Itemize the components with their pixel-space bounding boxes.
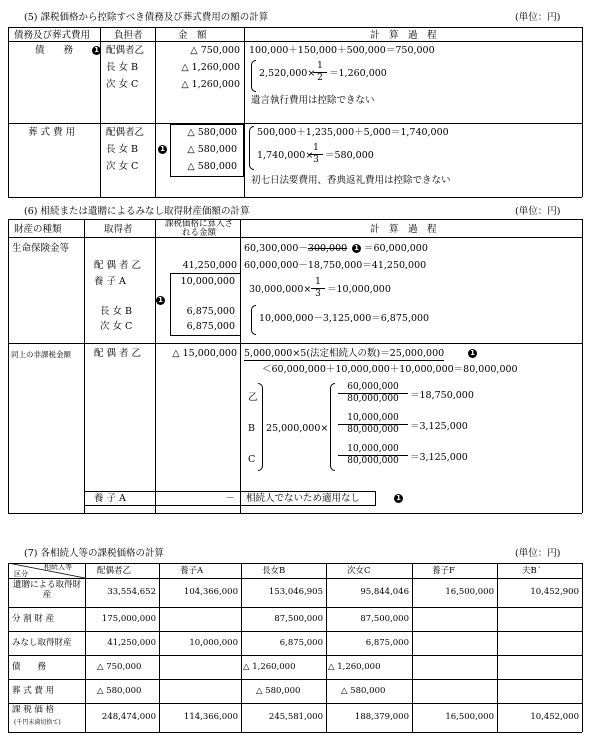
corner-bottom: 区分 (14, 570, 28, 578)
table-cell: △ 750,000 (97, 662, 142, 672)
fraction: 10,000,000 80,000,000 (338, 445, 408, 466)
debt-person: 配偶者乙 (106, 45, 145, 56)
funeral-person: 長 女 B (106, 144, 139, 155)
fraction: 60,000,000 80,000,000 (338, 383, 408, 404)
section5-title: (5) 課税価格から控除すべき債務及び葬式費用の額の計算 (24, 12, 269, 23)
table-cell: 16,500,000 (445, 587, 494, 597)
col-header-type: 財産の種類 (14, 224, 62, 235)
row-label: みなし取得財産 (12, 638, 72, 648)
table-cell: 16,500,000 (445, 712, 494, 722)
debt-amount: △ 1,260,000 (181, 62, 240, 73)
exempt-multiplier: 25,000,000× (266, 423, 329, 434)
col-header-item: 債務及び葬式費用 (14, 30, 91, 41)
col-header-calc: 計 算 過 程 (370, 224, 437, 235)
table-cell: 6,875,000 (279, 638, 323, 648)
funeral-amount: △ 580,000 (187, 161, 237, 172)
marker-icon: 1 (158, 145, 167, 154)
insurance-amount: 10,000,000 (180, 276, 235, 287)
funeral-person: 次 女 C (106, 161, 139, 172)
exempt-letter: 乙 (248, 392, 258, 403)
insurance-amount: 6,875,000 (186, 306, 235, 317)
col-header: 次女C (347, 566, 371, 576)
table-cell: 87,500,000 (274, 614, 323, 624)
bracket (249, 126, 254, 170)
insurance-person: 次 女 C (100, 321, 133, 332)
table-cell: △ 580,000 (97, 686, 142, 696)
funeral-note: 初七日法要費用、香典返礼費用は控除できない (251, 175, 451, 186)
debt-person: 次 女 C (106, 79, 139, 90)
exempt-amount: △ 15,000,000 (172, 348, 237, 359)
exempt-calc-2: ＜60,000,000＋10,000,000＋10,000,000＝80,000,000 (262, 364, 518, 375)
table-cell: 104,366,000 (183, 587, 238, 597)
col-header-calc: 計 算 過 程 (370, 30, 437, 41)
table-cell: △ 1,260,000 (243, 662, 296, 672)
funeral-person: 配偶者乙 (106, 127, 145, 138)
col-header-acquirer: 取得者 (104, 224, 133, 235)
table-cell: 114,366,000 (183, 712, 238, 722)
funeral-amount: △ 580,000 (187, 127, 237, 138)
debt-person: 長 女 B (106, 62, 139, 73)
row-label: 遺贈による取得財産 (12, 580, 81, 600)
col-header: 長女B (262, 566, 286, 576)
exempt-result: ＝18,750,000 (410, 390, 474, 401)
table-cell: △ 580,000 (341, 686, 386, 696)
table-cell: 10,452,000 (530, 712, 579, 722)
col-header-amount: 課税価格に算入される金額 (164, 219, 233, 238)
adoptee-amount: － (225, 493, 235, 504)
row-label: 課 税 価 格 (12, 705, 55, 715)
insurance-person: 養 子 A (94, 276, 126, 287)
section5-unit: (単位：円) (515, 12, 561, 23)
table-cell: △ 1,260,000 (328, 662, 381, 672)
adoptee-person: 養 子 A (94, 493, 126, 504)
insurance-calc-4: 10,000,000－3,125,000＝6,875,000 (259, 313, 430, 324)
exempt-label: 同上の非課税金額 (11, 350, 71, 359)
exempt-letter: B (248, 423, 255, 434)
fraction: 1 3 (311, 278, 325, 299)
funeral-calc-2-right: ＝580,000 (325, 150, 374, 161)
debt-calc-2-right: ＝1,260,000 (329, 68, 387, 79)
row-label: 分 割 財 産 (12, 614, 55, 624)
col-header-payer: 負担者 (114, 30, 143, 41)
insurance-calc-1-result: ＝60,000,000 (364, 243, 428, 254)
exempt-result: ＝3,125,000 (410, 452, 468, 463)
insurance-amount: 6,875,000 (186, 321, 235, 332)
insurance-calc-1: 60,300,000－300,000 (244, 243, 348, 254)
fraction: 1 3 (309, 144, 323, 165)
exempt-calc-1: 5,000,000×5(法定相続人の数)＝25,000,000 (244, 348, 445, 359)
insurance-amount: 41,250,000 (182, 260, 237, 271)
marker-icon: 1 (468, 349, 477, 358)
funeral-calc-1: 500,000＋1,235,000＋5,000＝1,740,000 (257, 127, 449, 138)
insurance-person: 長 女 B (100, 306, 133, 317)
insurance-calc-3-left: 30,000,000× (249, 284, 312, 295)
bracket (251, 305, 256, 335)
table-cell: 10,452,900 (530, 587, 579, 597)
table-cell: 188,379,000 (354, 712, 409, 722)
col-header: 養子A (180, 566, 204, 576)
marker-icon: 1 (352, 244, 361, 253)
row-label: 葬 式 費 用 (12, 686, 55, 696)
marker-icon: 1 (92, 46, 101, 55)
col-header: 夫B´ (522, 566, 541, 576)
adoptee-note: 相続人でないため適用なし (246, 493, 361, 504)
debt-note: 遺言執行費用は控除できない (251, 95, 375, 106)
exempt-person: 配 偶 者 乙 (94, 348, 142, 359)
debt-calc-2-left: 2,520,000× (259, 68, 316, 79)
row-label: 債 務 (12, 662, 47, 672)
col-header: 配偶者乙 (97, 566, 132, 576)
table-cell: 6,875,000 (365, 638, 409, 648)
insurance-calc-3-right: ＝10,000,000 (327, 284, 391, 295)
section6-title: (6) 相続または遺贈によるみなし取得財産価額の計算 (24, 206, 250, 217)
funeral-calc-2-left: 1,740,000× (257, 150, 314, 161)
insurance-calc-2: 60,000,000－18,750,000＝41,250,000 (244, 260, 427, 271)
section7-unit: (単位：円) (515, 548, 561, 559)
debt-calc-1: 100,000＋150,000＋500,000＝750,000 (249, 45, 435, 56)
fraction: 1 2 (313, 62, 327, 83)
funeral-amount: △ 580,000 (187, 144, 237, 155)
exempt-letter: C (248, 454, 256, 465)
row-sublabel: (千円未満切捨て) (14, 719, 61, 726)
bracket (330, 383, 335, 471)
corner-top: 相続人等 (44, 563, 72, 571)
section7-title: (7) 各相続人等の課税価格の計算 (24, 548, 164, 559)
debt-amount: △ 750,000 (190, 45, 240, 56)
debt-amount: △ 1,260,000 (181, 79, 240, 90)
table-cell: 95,844,046 (360, 587, 409, 597)
table-cell: 245,581,000 (268, 712, 323, 722)
table-cell: △ 580,000 (256, 686, 301, 696)
bracket (258, 383, 263, 471)
col-header: 養子F (432, 566, 455, 576)
table-cell: 10,000,000 (189, 638, 238, 648)
table-cell: 153,046,905 (268, 587, 323, 597)
exempt-result: ＝3,125,000 (410, 421, 468, 432)
insurance-label: 生命保険金等 (12, 243, 70, 254)
table-cell: 87,500,000 (360, 614, 409, 624)
insurance-person: 配 偶 者 乙 (94, 260, 142, 271)
table-cell: 175,000,000 (101, 614, 156, 624)
fraction: 10,000,000 80,000,000 (338, 414, 408, 435)
section6-unit: (単位：円) (515, 206, 561, 217)
table-cell: 248,474,000 (101, 712, 156, 722)
marker-icon: 1 (394, 494, 403, 503)
table-cell: 33,554,652 (107, 587, 156, 597)
table-cell: 41,250,000 (107, 638, 156, 648)
marker-icon: 1 (156, 296, 165, 305)
col-header-amount: 金 額 (178, 30, 207, 41)
bracket (251, 60, 256, 92)
debt-label: 債 務 (35, 45, 74, 56)
funeral-label: 葬 式 費 用 (28, 127, 76, 138)
